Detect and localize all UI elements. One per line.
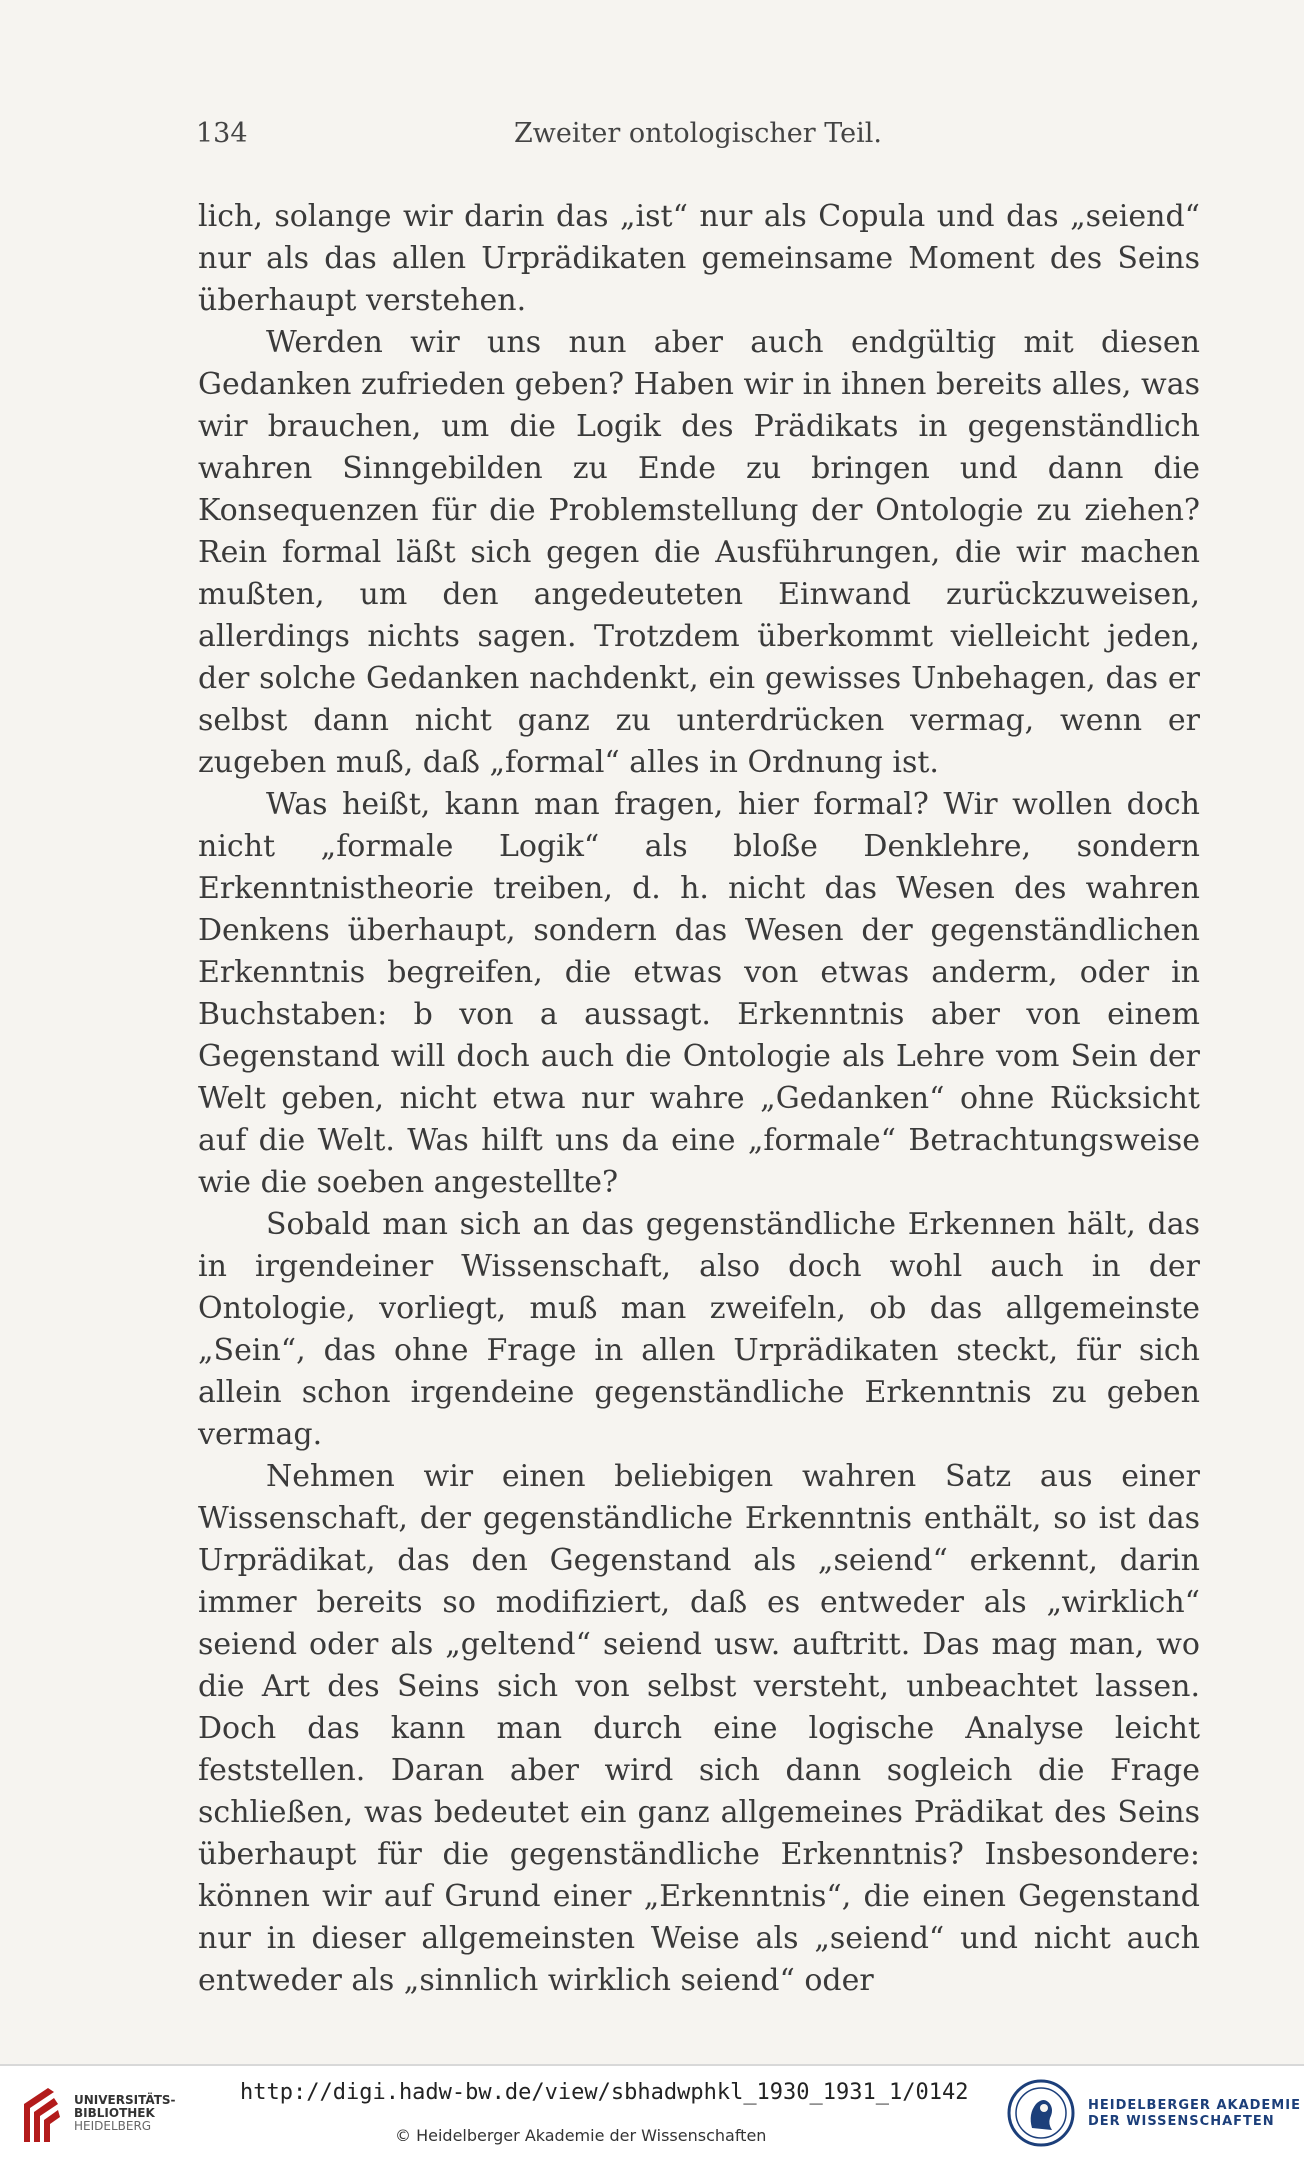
library-logo-icon[interactable] bbox=[14, 2084, 64, 2148]
academy-name: HEIDELBERGER AKADEMIE DER WISSENSCHAFTEN bbox=[1088, 2098, 1301, 2129]
paragraph: Sobald man sich an das gegenständliche Erkennen hält, das in irgendeiner Wissenschaft, also doch wohl auch in der Ontologie, vorliegt, muß man zweifeln, ob das allgemeinste „Sein“, das ohne Frage in allen Urprädikaten steckt, für sich allein schon irgendeine gegenständliche Erkenntnis zu geben vermag. bbox=[198, 1207, 1200, 1452]
body-text bbox=[198, 196, 1200, 2002]
paragraph: Nehmen wir einen beliebigen wahren Satz aus einer Wissenschaft, der gegenständliche Erkenntnis enthält, so ist das Urprädikat, das den Gegenstand als „seiend“ erkennt, darin immer bereits so modifiziert, daß es entweder als „wirklich“ seiend oder als „geltend“ seiend usw. auftritt. Das mag man, wo die Art des Seins sich von selbst versteht, unbeachtet lassen. Doch das kann man durch eine logische Analyse leicht feststellen. Daran aber wird sich dann sogleich die Frage schließen, was bedeutet ein ganz allgemeines Prädikat des Seins überhaupt für die gegenständliche Erkenntnis? Insbesondere: können wir auf Grund einer „Erkenntnis“, die einen Gegenstand nur in dieser allgemeinsten Weise als „seiend“ und nicht auch entweder als „sinnlich wirklich seiend“ oder bbox=[198, 1459, 1200, 1998]
paragraph: lich, solange wir darin das „ist“ nur als Copula und das „seiend“ nur als das allen Urprädikaten gemeinsame Moment des Seins überhaupt verstehen. bbox=[198, 199, 1200, 318]
copyright-notice: © Heidelberger Akademie der Wissenschaften bbox=[395, 2126, 767, 2145]
library-name: UNIVERSITÄTS- BIBLIOTHEK HEIDELBERG bbox=[74, 2093, 176, 2133]
paragraph: Werden wir uns nun aber auch endgültig mit diesen Gedanken zufrieden geben? Haben wir in ihnen bereits alles, was wir brauchen, um die Logik des Prädikats in gegenständlich wahren Sinngebilden zu Ende zu bringen und dann die Konsequenzen für die Problemstellung der Ontologie zu ziehen? Rein formal läßt sich gegen die Ausführungen, die wir machen mußten, um den angedeuteten Einwand zurückzuweisen, allerdings nichts sagen. Trotzdem überkommt vielleicht jeden, der solche Gedanken nachdenkt, ein gewisses Unbehagen, das er selbst dann nicht ganz zu unterdrücken vermag, wenn er zugeben muß, daß „formal“ alles in Ordnung ist. bbox=[198, 325, 1200, 780]
page-number: 134 bbox=[196, 118, 248, 149]
permalink-url[interactable]: http://digi.hadw-bw.de/view/sbhadwphkl_1930_1931_1/0142 bbox=[240, 2080, 969, 2105]
running-title: Zweiter ontologischer Teil. bbox=[514, 118, 882, 149]
paragraph: Was heißt, kann man fragen, hier formal? Wir wollen doch nicht „formale Logik“ als bloße Denklehre, sondern Erkenntnistheorie treiben, d. h. nicht das Wesen des wahren Denkens überhaupt, sondern das Wesen der gegenständlichen Erkenntnis begreifen, die etwas von etwas anderm, oder in Buchstaben: b von a aussagt. Erkenntnis aber von einem Gegenstand will doch auch die Ontologie als Lehre vom Sein der Welt geben, nicht etwa nur wahre „Gedanken“ ohne Rücksicht auf die Welt. Was hilft uns da eine „formale“ Betrachtungsweise wie die soeben angestellte? bbox=[198, 787, 1200, 1200]
viewer-footer bbox=[0, 2064, 1304, 2161]
running-head bbox=[196, 118, 1200, 158]
academy-seal-icon[interactable] bbox=[1006, 2078, 1076, 2148]
